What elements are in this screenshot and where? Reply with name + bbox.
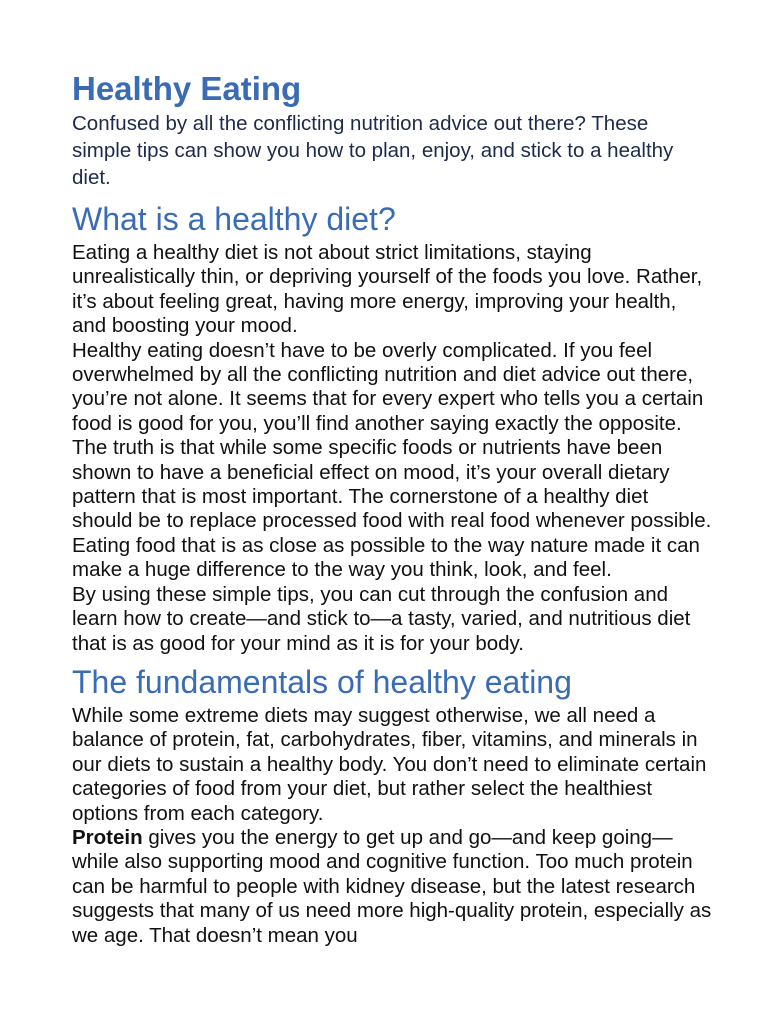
protein-paragraph xyxy=(72,826,712,948)
body-paragraph: Eating a healthy diet is not about strict limitations, staying unrealistically thin, or depriving yourself of the foods you love. Rather, it’s about feeling great, having more energy, improving your health, and boosting your mood. xyxy=(72,241,703,338)
section-heading-healthy-diet: What is a healthy diet? xyxy=(72,201,396,237)
protein-description: gives you the energy to get up and go—and keep going—while also supporting mood and cognitive function. Too much protein can be harmful to people with kidney disease, but the latest research suggests that many of us need more high-quality protein, especially as we age. That doesn’t mean you xyxy=(72,825,712,947)
body-paragraph: By using these simple tips, you can cut through the confusion and learn how to create—and stick to—a tasty, varied, and nutritious diet that is as good for your mind as it is for your body. xyxy=(72,582,691,655)
body-paragraph: Healthy eating doesn’t have to be overly complicated. If you feel overwhelmed by all the conflicting nutrition and diet advice out there, you’re not alone. It seems that for every expert who tells you a certain food is good for you, you’ll find another saying exactly the opposite. The truth is that while some specific foods or nutrients have been shown to have a beneficial effect on mood, it’s your overall dietary pattern that is most important. The cornerstone of a healthy diet should be to replace processed food with real food whenever possible. Eating food that is as close as possible to the way nature made it can make a huge difference to the way you think, look, and feel. xyxy=(72,338,712,582)
section-heading-fundamentals: The fundamentals of healthy eating xyxy=(72,663,572,700)
protein-term: Protein xyxy=(72,825,143,849)
document-page xyxy=(72,68,712,948)
page-title: Healthy Eating xyxy=(72,70,302,107)
intro-paragraph: Confused by all the conflicting nutrition advice out there? These simple tips can show you how to plan, enjoy, and stick to a healthy diet. xyxy=(72,112,674,189)
body-paragraph: While some extreme diets may suggest otherwise, we all need a balance of protein, fat, carbohydrates, fiber, vitamins, and minerals in our diets to sustain a healthy body. You don’t need to eliminate certain categories of food from your diet, but rather select the healthiest options from each category. xyxy=(72,703,707,825)
